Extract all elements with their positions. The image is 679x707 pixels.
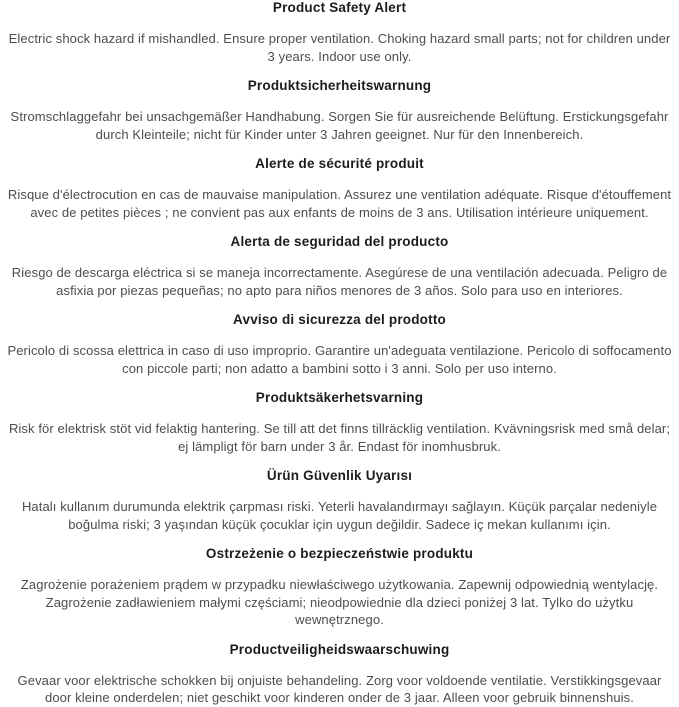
safety-body-dutch: Gevaar voor elektrische schokken bij onjuiste behandeling. Zorg voor voldoende ventilatie. Verstikkingsgevaar door kleine onderdelen; niet geschikt voor kinderen onder de 3 jaar. Alleen voor gebruik binnenshuis.	[17, 672, 662, 705]
safety-heading-dutch: Productveiligheidswaarschuwing	[229, 641, 450, 657]
safety-heading-english: Product Safety Alert	[272, 0, 407, 15]
safety-heading-swedish: Produktsäkerhetsvarning	[255, 390, 424, 405]
safety-section-german	[4, 78, 675, 143]
safety-heading-turkish: Ürün Güvenlik Uyarısı	[266, 468, 413, 483]
safety-body-turkish: Hatalı kullanım durumunda elektrik çarpması riski. Yeterli havalandırmayı sağlayın. Küçük parçalar nedeniyle boğulma riski; 3 yaşından küçük çocuklar için uygun değildir. Sadece iç mekan kullanımı için.	[21, 499, 658, 532]
safety-body-italian: Pericolo di scossa elettrica in caso di uso improprio. Garantire un'adeguata ventilazione. Pericolo di soffocamento con piccole parti; non adatto a bambini sotto i 3 anni. Solo per uso interno.	[7, 343, 672, 376]
safety-body-swedish: Risk för elektrisk stöt vid felaktig hantering. Se till att det finns tillräcklig ventilation. Kvävningsrisk med små delar; ej lämpligt för barn under 3 år. Endast för inomhusbruk.	[8, 421, 671, 454]
safety-section-dutch	[4, 642, 675, 707]
safety-body-spanish: Riesgo de descarga eléctrica si se maneja incorrectamente. Asegúrese de una ventilación adecuada. Peligro de asfixia por piezas pequeñas; no apto para niños menores de 3 años. Solo para uso en interiores.	[11, 265, 668, 298]
safety-heading-italian: Avviso di sicurezza del prodotto	[233, 312, 446, 327]
safety-section-french	[4, 156, 675, 221]
safety-section-swedish	[4, 390, 675, 455]
safety-heading-french: Alerte de sécurité produit	[255, 156, 424, 171]
safety-heading-spanish: Alerta de seguridad del producto	[230, 234, 449, 249]
safety-section-turkish	[4, 468, 675, 533]
safety-section-polish	[4, 546, 675, 629]
safety-body-german: Stromschlaggefahr bei unsachgemäßer Handhabung. Sorgen Sie für ausreichende Belüftung. Erstickungsgefahr durch Kleinteile; nicht für Kinder unter 3 Jahren geeignet. Nur für den Innenbereich.	[10, 109, 669, 142]
safety-heading-german: Produktsicherheitswarnung	[247, 78, 432, 93]
safety-heading-polish: Ostrzeżenie o bezpieczeństwie produktu	[205, 546, 474, 561]
safety-section-english	[4, 0, 675, 65]
safety-section-spanish	[4, 234, 675, 299]
safety-body-english: Electric shock hazard if mishandled. Ensure proper ventilation. Choking hazard small parts; not for children under 3 years. Indoor use only.	[8, 31, 671, 64]
safety-body-french: Risque d'électrocution en cas de mauvaise manipulation. Assurez une ventilation adéquate. Risque d'étouffement avec de petites pièces ; ne convient pas aux enfants de moins de 3 ans. Utilisation intérieure uniquement.	[7, 187, 672, 220]
safety-body-polish: Zagrożenie porażeniem prądem w przypadku niewłaściwego użytkowania. Zapewnij odpowiednią wentylację. Zagrożenie zadławieniem małymi częściami; nieodpowiednie dla dzieci poniżej 3 lat. Tylko do użytku wewnętrznego.	[20, 577, 659, 627]
safety-section-italian	[4, 312, 675, 377]
